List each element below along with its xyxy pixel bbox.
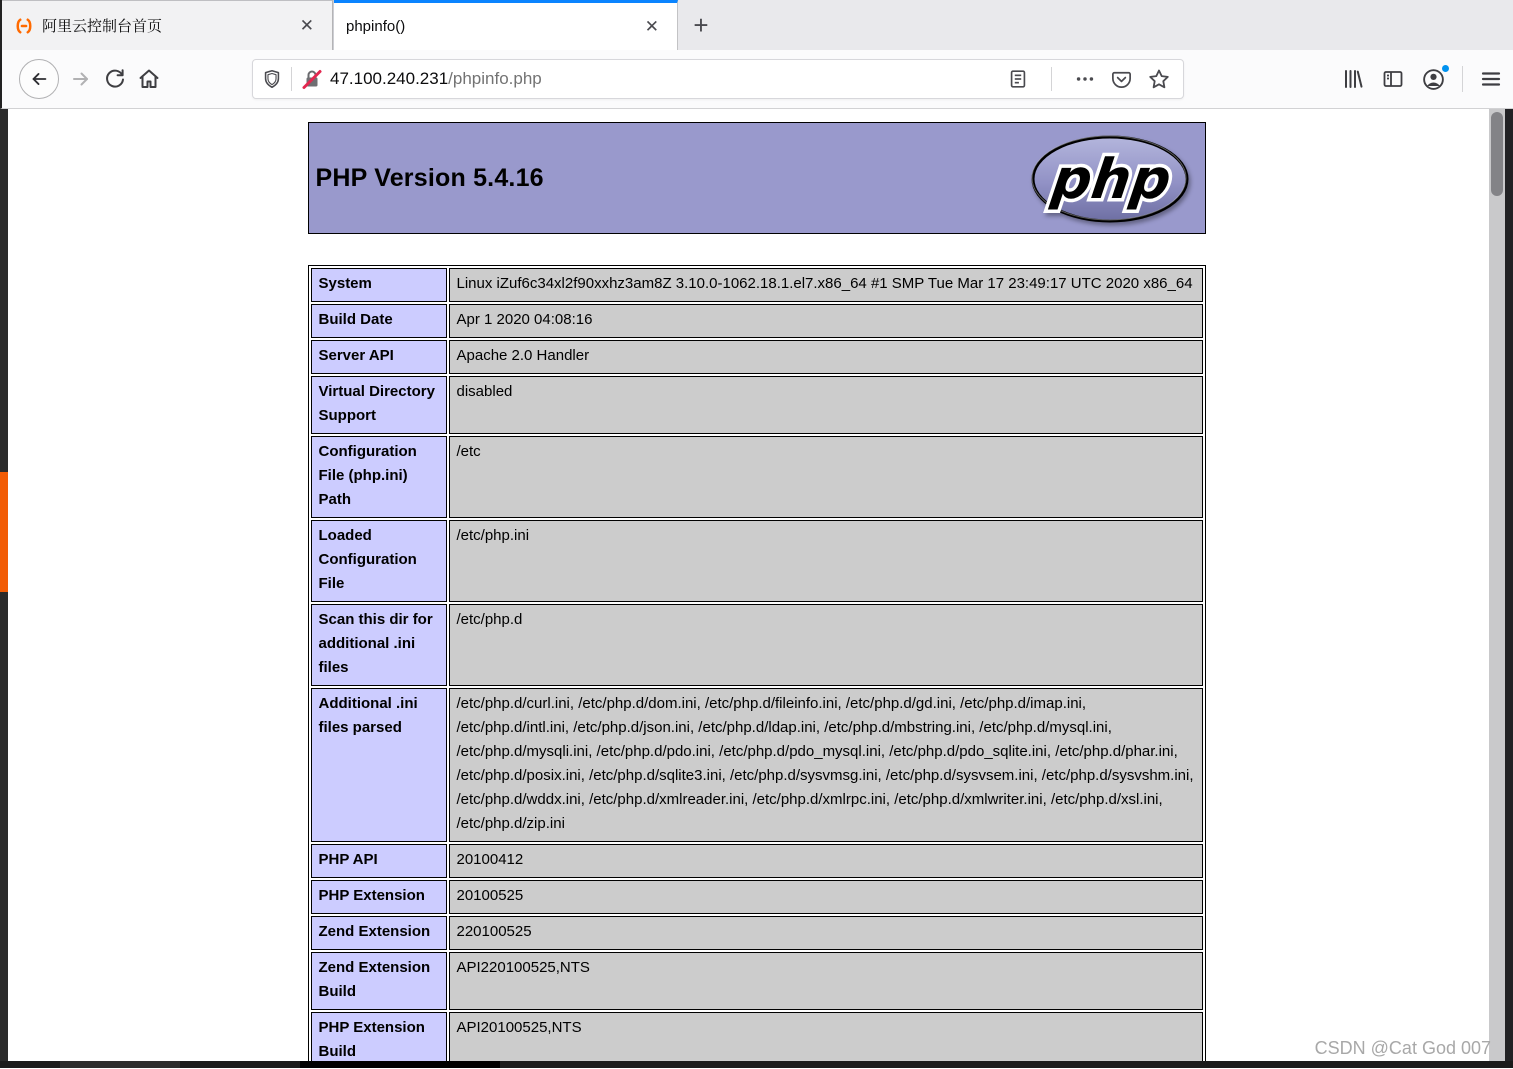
- info-label: PHP Extension Build: [311, 1012, 447, 1061]
- info-label: Scan this dir for additional .ini files: [311, 604, 447, 686]
- reader-mode-icon[interactable]: [1007, 68, 1029, 90]
- navigation-toolbar: [0, 50, 1513, 109]
- table-row: [311, 268, 1203, 302]
- url-text[interactable]: [330, 69, 1007, 89]
- browser-viewport: [0, 109, 1513, 1061]
- toolbar-divider: [1462, 66, 1463, 92]
- table-row: [311, 688, 1203, 842]
- tab-title: 阿里云控制台首页: [42, 18, 163, 35]
- info-value: /etc: [449, 436, 1203, 518]
- forward-arrow-icon: [69, 67, 93, 91]
- table-row: [311, 880, 1203, 914]
- info-value: Linux iZuf6c34xl2f90xxhz3am8Z 3.10.0-1062.18.1.el7.x86_64 #1 SMP Tue Mar 17 23:49:17 UTC 2020 x86_64: [449, 268, 1203, 302]
- info-label: Configuration File (php.ini) Path: [311, 436, 447, 518]
- table-row: [311, 436, 1203, 518]
- bookmark-star-icon[interactable]: [1147, 67, 1171, 91]
- reload-icon: [103, 67, 127, 91]
- table-row: [311, 952, 1203, 1010]
- info-value: Apr 1 2020 04:08:16: [449, 304, 1203, 338]
- info-value: disabled: [449, 376, 1203, 434]
- tracking-protection-shield-icon[interactable]: [261, 68, 283, 90]
- urlbar-actions-divider: [1051, 67, 1052, 91]
- account-notification-badge: [1441, 64, 1450, 73]
- home-button[interactable]: [137, 67, 161, 91]
- tab-title: phpinfo(): [346, 18, 406, 35]
- info-value: 20100412: [449, 844, 1203, 878]
- left-edge-orange-segment: [0, 472, 8, 592]
- info-label: Server API: [311, 340, 447, 374]
- pocket-icon[interactable]: [1110, 68, 1133, 91]
- table-row: [311, 304, 1203, 338]
- back-button[interactable]: [19, 59, 59, 99]
- tab-close-icon[interactable]: ✕: [299, 15, 314, 35]
- tab-phpinfo[interactable]: [334, 0, 678, 50]
- sidebar-toggle-icon[interactable]: [1381, 67, 1405, 91]
- url-bar[interactable]: [252, 59, 1184, 99]
- php-logo-text: php: [1047, 148, 1175, 212]
- bottom-edge-segment: [60, 1061, 180, 1068]
- info-value: /etc/php.d/curl.ini, /etc/php.d/dom.ini, /etc/php.d/fileinfo.ini, /etc/php.d/gd.ini, /etc/php.d/imap.ini, /etc/php.d/intl.ini, /etc/php.d/json.ini, /etc/php.d/ldap.ini, /etc/php.d/mbstring.ini, /etc/php.d/mysql.ini, /etc/php.d/mysqli.ini, /etc/php.d/pdo.ini, /etc/php.d/pdo_mysql.ini, /etc/php.d/pdo_sqlite.ini, /etc/php.d/phar.ini, /etc/php.d/posix.ini, /etc/php.d/sqlite3.ini, /etc/php.d/sysvmsg.ini, /etc/php.d/sysvsem.ini, /etc/php.d/sysvshm.ini, /etc/php.d/wddx.ini, /etc/php.d/xmlreader.ini, /etc/php.d/xmlrpc.ini, /etc/php.d/xmlwriter.ini, /etc/php.d/xsl.ini, /etc/php.d/zip.ini: [449, 688, 1203, 842]
- reload-button[interactable]: [103, 67, 127, 91]
- info-value: Apache 2.0 Handler: [449, 340, 1203, 374]
- table-row: [311, 844, 1203, 878]
- info-label: Build Date: [311, 304, 447, 338]
- table-row: [311, 916, 1203, 950]
- phpinfo-table: [308, 265, 1206, 1061]
- info-label: PHP Extension: [311, 880, 447, 914]
- info-label: Loaded Configuration File: [311, 520, 447, 602]
- info-label: Additional .ini files parsed: [311, 688, 447, 842]
- phpinfo-table-body: [311, 268, 1203, 1061]
- home-icon: [137, 67, 161, 91]
- back-arrow-icon: [28, 68, 50, 90]
- tab-bar: [0, 0, 1513, 50]
- info-label: Zend Extension: [311, 916, 447, 950]
- table-row: [311, 376, 1203, 434]
- forward-button[interactable]: [69, 67, 93, 91]
- php-logo: [1029, 134, 1191, 226]
- info-value: /etc/php.ini: [449, 520, 1203, 602]
- vertical-scrollbar[interactable]: [1489, 109, 1505, 1061]
- info-value: /etc/php.d: [449, 604, 1203, 686]
- csdn-watermark: CSDN @Cat God 007: [1314, 1038, 1491, 1058]
- account-button[interactable]: [1421, 67, 1446, 92]
- table-row: [311, 520, 1203, 602]
- aliyun-favicon-icon: [14, 16, 34, 36]
- tab-bar-empty-space: [724, 0, 1513, 50]
- new-tab-button[interactable]: +: [678, 0, 724, 50]
- right-window-edge: [1505, 109, 1513, 1061]
- bottom-window-edge: [0, 1061, 1513, 1068]
- info-value: 220100525: [449, 916, 1203, 950]
- menu-hamburger-icon[interactable]: [1479, 67, 1503, 91]
- left-window-edge: [0, 109, 8, 1061]
- info-value: API20100525,NTS: [449, 1012, 1203, 1061]
- insecure-lock-icon[interactable]: [300, 67, 324, 91]
- php-version-header: [308, 122, 1206, 234]
- tab-aliyun-console[interactable]: [2, 0, 333, 50]
- table-row: [311, 340, 1203, 374]
- table-row: [311, 1012, 1203, 1061]
- info-label: Virtual Directory Support: [311, 376, 447, 434]
- library-icon[interactable]: [1341, 67, 1365, 91]
- info-label: Zend Extension Build: [311, 952, 447, 1010]
- table-row: [311, 604, 1203, 686]
- page-actions-dots-icon[interactable]: [1074, 68, 1096, 90]
- info-value: 20100525: [449, 880, 1203, 914]
- info-value: API220100525,NTS: [449, 952, 1203, 1010]
- info-label: PHP API: [311, 844, 447, 878]
- url-path: /phpinfo.php: [448, 69, 542, 88]
- bottom-edge-segment: [300, 1061, 500, 1068]
- url-host: 47.100.240.231: [330, 69, 449, 88]
- phpinfo-page: [308, 122, 1206, 1061]
- scrollbar-thumb[interactable]: [1491, 112, 1503, 196]
- page-title: PHP Version 5.4.16: [315, 163, 544, 192]
- info-label: System: [311, 268, 447, 302]
- urlbar-divider: [291, 67, 292, 91]
- tab-close-icon[interactable]: ✕: [644, 16, 659, 36]
